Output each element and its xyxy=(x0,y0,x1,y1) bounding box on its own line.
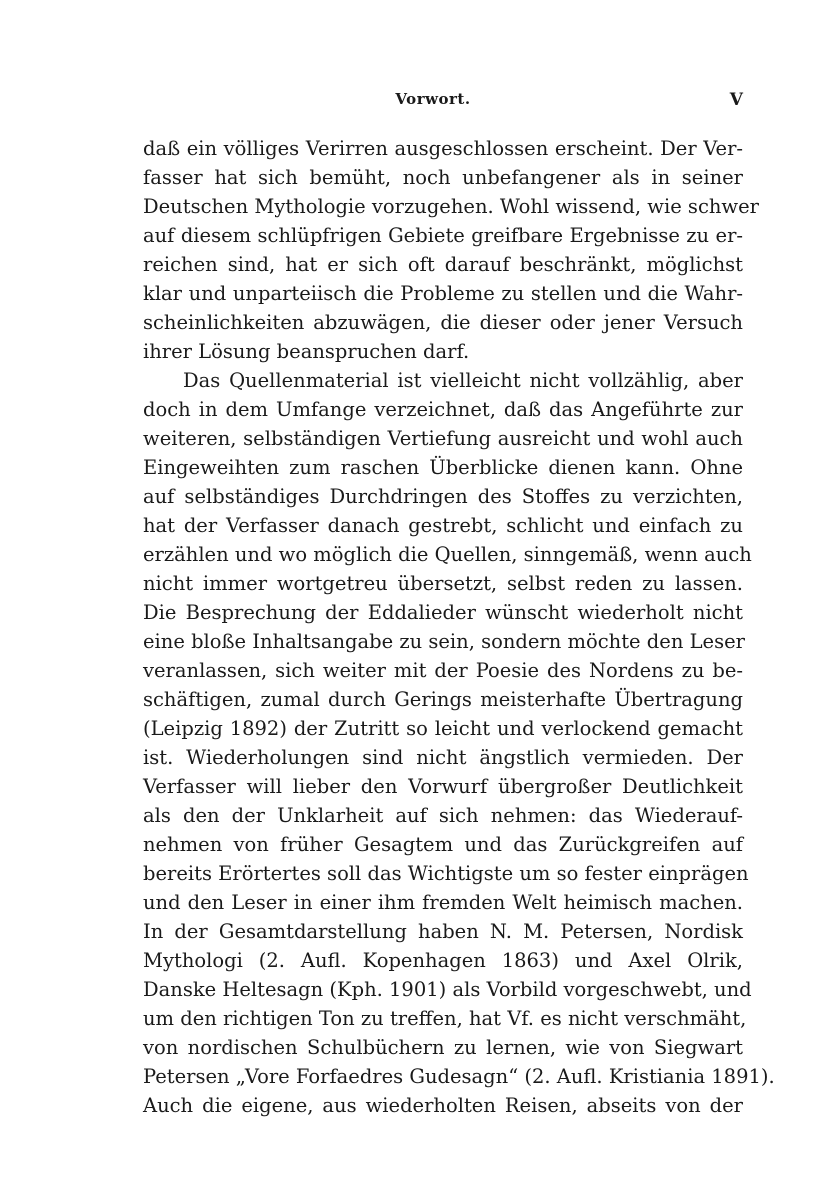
body-text xyxy=(143,134,775,1120)
text-line: ihrer Lösung beanspruchen darf. xyxy=(143,340,470,363)
text-line: Deutschen Mythologie vorzugehen. Wohl wissend, wie schwer xyxy=(143,195,759,218)
running-head-title: Vorwort. xyxy=(395,90,471,108)
page-number: V xyxy=(729,90,743,110)
text-line: nicht immer wortgetreu übersetzt, selbst reden zu lassen. xyxy=(143,572,743,595)
text-line: doch in dem Umfange verzeichnet, daß das Angeführte zur xyxy=(143,398,743,421)
text-line: (Leipzig 1892) der Zutritt so leicht und verlockend gemacht xyxy=(143,717,743,740)
text-line: hat der Verfasser danach gestrebt, schlicht und einfach zu xyxy=(143,514,743,537)
text-line: reichen sind, hat er sich oft darauf beschränkt, möglichst xyxy=(143,253,743,276)
text-line: Danske Heltesagn (Kph. 1901) als Vorbild vorgeschwebt, und xyxy=(143,978,752,1001)
text-line: Die Besprechung der Eddalieder wünscht wiederholt nicht xyxy=(143,601,743,624)
text-line: von nordischen Schulbüchern zu lernen, wie von Siegwart xyxy=(143,1036,743,1059)
text-line: schäftigen, zumal durch Gerings meisterhafte Übertragung xyxy=(143,688,743,711)
text-line: auf selbständiges Durchdringen des Stoffes zu verzichten, xyxy=(143,485,743,508)
text-line: um den richtigen Ton zu treffen, hat Vf. es nicht verschmäht, xyxy=(143,1007,747,1030)
text-line: Verfasser will lieber den Vorwurf übergroßer Deutlichkeit xyxy=(143,775,743,798)
text-line: klar und unparteiisch die Probleme zu stellen und die Wahr- xyxy=(143,282,743,305)
text-line: daß ein völliges Verirren ausgeschlossen erscheint. Der Ver- xyxy=(143,137,743,160)
text-line: scheinlichkeiten abzuwägen, die dieser oder jener Versuch xyxy=(143,311,743,334)
text-line: Das Quellenmaterial ist vielleicht nicht vollzählig, aber xyxy=(183,369,743,392)
text-line: eine bloße Inhaltsangabe zu sein, sondern möchte den Leser xyxy=(143,630,745,653)
text-line: Auch die eigene, aus wiederholten Reisen, abseits von der xyxy=(143,1094,743,1117)
text-line: nehmen von früher Gesagtem und das Zurückgreifen auf xyxy=(143,833,743,856)
text-line: Eingeweihten zum raschen Überblicke dienen kann. Ohne xyxy=(143,456,743,479)
text-line: erzählen und wo möglich die Quellen, sinngemäß, wenn auch xyxy=(143,543,752,566)
text-line: auf diesem schlüpfrigen Gebiete greifbare Ergebnisse zu er- xyxy=(143,224,743,247)
text-line: Petersen „Vore Forfaedres Gudesagn“ (2. Aufl. Kristiania 1891). xyxy=(143,1065,775,1088)
text-line: und den Leser in einer ihm fremden Welt heimisch machen. xyxy=(143,891,743,914)
text-line: ist. Wiederholungen sind nicht ängstlich vermieden. Der xyxy=(143,746,743,769)
paragraph xyxy=(143,134,759,366)
text-line: veranlassen, sich weiter mit der Poesie des Nordens zu be- xyxy=(143,659,743,682)
text-line: In der Gesamtdarstellung haben N. M. Petersen, Nordisk xyxy=(143,920,743,943)
text-line: weiteren, selbständigen Vertiefung ausreicht und wohl auch xyxy=(143,427,743,450)
page-header xyxy=(143,90,743,114)
paragraph xyxy=(143,366,775,1120)
text-line: bereits Erörtertes soll das Wichtigste um so fester einprägen xyxy=(143,862,749,885)
text-line: Mythologi (2. Aufl. Kopenhagen 1863) und Axel Olrik, xyxy=(143,949,743,972)
text-line: als den der Unklarheit auf sich nehmen: das Wiederauf- xyxy=(143,804,743,827)
text-line: fasser hat sich bemüht, noch unbefangener als in seiner xyxy=(143,166,743,189)
